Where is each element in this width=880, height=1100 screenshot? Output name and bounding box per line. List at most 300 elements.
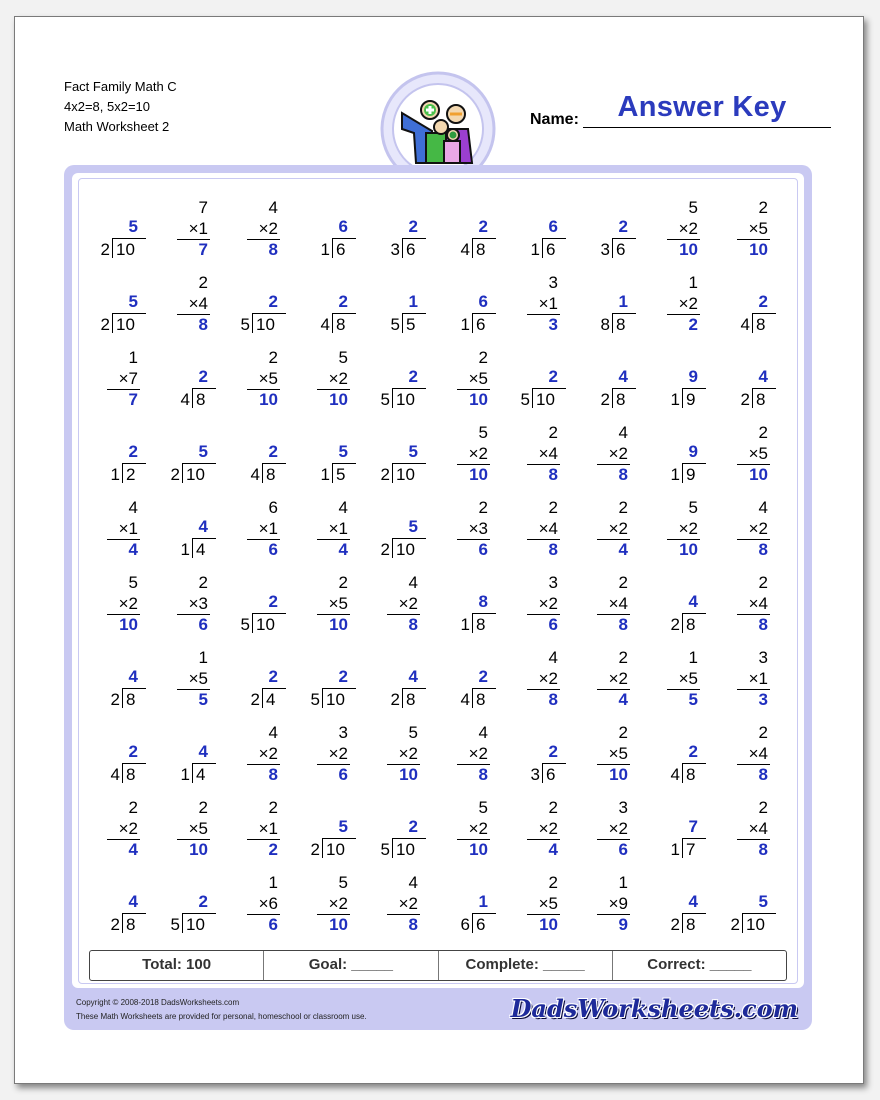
factor-top: 4 [408, 573, 418, 592]
dividend: 10 [746, 915, 765, 934]
factor-top: 2 [198, 798, 208, 817]
division-bracket [392, 539, 393, 558]
factor-top: 4 [338, 498, 348, 517]
division-problem [80, 723, 150, 785]
division-bar [402, 238, 426, 239]
dividend: 8 [196, 390, 206, 409]
division-bar [612, 388, 636, 389]
factor-top: 1 [268, 873, 278, 892]
division-bar [262, 463, 286, 464]
answer: 6 [198, 615, 208, 634]
division-bracket [752, 389, 753, 408]
division-bracket [532, 389, 533, 408]
divisor: 4 [320, 315, 330, 334]
factor-top: 3 [548, 573, 558, 592]
answer: 4 [198, 517, 208, 536]
divisor: 2 [670, 915, 680, 934]
division-problem [150, 423, 220, 485]
factor-top: 5 [338, 873, 348, 892]
answer: 7 [198, 240, 208, 259]
multiplication-problem [150, 798, 220, 860]
answer: 8 [198, 315, 208, 334]
answer: 5 [198, 442, 208, 461]
divisor: 3 [530, 765, 540, 784]
answer: 4 [688, 892, 698, 911]
answer: 2 [688, 315, 698, 334]
division-bar [332, 313, 356, 314]
answer: 10 [749, 240, 768, 259]
division-bar [252, 613, 286, 614]
multiplication-problem [290, 573, 360, 635]
dividend: 8 [616, 390, 626, 409]
factor-top: 5 [408, 723, 418, 742]
divisor: 2 [740, 390, 750, 409]
multiplication-problem [290, 873, 360, 935]
division-problem [360, 498, 430, 560]
dividend: 10 [326, 690, 345, 709]
factor-top: 2 [758, 798, 768, 817]
division-bracket [252, 314, 253, 333]
division-bar [192, 388, 216, 389]
division-bracket [682, 614, 683, 633]
factor-top: 1 [128, 348, 138, 367]
division-bar [112, 238, 146, 239]
answer: 4 [688, 592, 698, 611]
factor-top: 2 [198, 273, 208, 292]
dividend: 8 [686, 765, 696, 784]
answer: 2 [268, 667, 278, 686]
divisor: 2 [170, 465, 180, 484]
factor-bottom: ×1 [118, 519, 138, 538]
answer: 5 [758, 892, 768, 911]
multiplication-problem [80, 798, 150, 860]
division-bracket [472, 614, 473, 633]
answer: 2 [268, 840, 278, 859]
dividend: 8 [126, 765, 136, 784]
dividend: 8 [616, 315, 626, 334]
multiplication-problem [80, 348, 150, 410]
division-bracket [742, 914, 743, 933]
answer: 2 [548, 367, 558, 386]
answer: 4 [548, 840, 558, 859]
total-cell: Total: 100 [142, 956, 212, 973]
answer: 2 [408, 367, 418, 386]
multiplication-problem [150, 198, 220, 260]
answer: 9 [688, 442, 698, 461]
divisor: 1 [180, 540, 190, 559]
dividend: 7 [686, 840, 696, 859]
header-info [64, 77, 177, 137]
factor-bottom: ×2 [398, 744, 418, 763]
factor-top: 2 [548, 798, 558, 817]
division-bar [392, 538, 426, 539]
answer: 2 [478, 667, 488, 686]
dividend: 6 [336, 240, 346, 259]
divisor: 1 [530, 240, 540, 259]
answer: 8 [758, 765, 768, 784]
dividend: 4 [196, 765, 206, 784]
factor-bottom: ×2 [608, 444, 628, 463]
division-bracket [682, 389, 683, 408]
factor-top: 5 [478, 423, 488, 442]
division-problem [80, 273, 150, 335]
answer: 5 [338, 817, 348, 836]
factor-top: 4 [268, 723, 278, 742]
divisor: 1 [110, 465, 120, 484]
division-problem [360, 798, 430, 860]
worksheet-number: Math Worksheet 2 [64, 119, 170, 134]
division-bar [472, 688, 496, 689]
answer: 8 [618, 465, 628, 484]
dividend: 9 [686, 465, 696, 484]
dividend: 8 [686, 615, 696, 634]
answer: 4 [618, 540, 628, 559]
division-bar [122, 688, 146, 689]
dividend: 8 [126, 915, 136, 934]
division-problem [360, 423, 430, 485]
factor-bottom: ×2 [328, 894, 348, 913]
division-bracket [332, 464, 333, 483]
answer: 4 [128, 840, 138, 859]
division-bracket [392, 839, 393, 858]
divisor: 4 [670, 765, 680, 784]
division-problem [430, 273, 500, 335]
division-bar [682, 763, 706, 764]
factor-bottom: ×2 [748, 519, 768, 538]
factor-top: 2 [758, 723, 768, 742]
divisor: 8 [600, 315, 610, 334]
multiplication-problem [710, 198, 780, 260]
dividend: 8 [406, 690, 416, 709]
factor-top: 2 [618, 498, 628, 517]
division-problem [80, 873, 150, 935]
factor-bottom: ×2 [328, 744, 348, 763]
multiplication-problem [710, 798, 780, 860]
dividend: 6 [546, 765, 556, 784]
factor-top: 5 [338, 348, 348, 367]
divisor: 1 [460, 615, 470, 634]
multiplication-problem [290, 348, 360, 410]
division-bar [332, 463, 356, 464]
division-problem [430, 873, 500, 935]
dividend: 2 [126, 465, 136, 484]
division-bar [122, 763, 146, 764]
dividend: 6 [546, 240, 556, 259]
factor-top: 3 [758, 648, 768, 667]
division-bar [682, 613, 706, 614]
factor-bottom: ×2 [678, 519, 698, 538]
dividend: 10 [396, 540, 415, 559]
factor-bottom: ×2 [118, 819, 138, 838]
factor-bottom: ×5 [608, 744, 628, 763]
multiplication-problem [710, 723, 780, 785]
answer: 8 [758, 840, 768, 859]
division-problem [640, 723, 710, 785]
factor-top: 2 [338, 573, 348, 592]
answer: 8 [408, 915, 418, 934]
worksheet-subtitle: 4x2=8, 5x2=10 [64, 99, 151, 114]
division-bar [472, 313, 496, 314]
factor-bottom: ×9 [608, 894, 628, 913]
division-bracket [262, 464, 263, 483]
answer: 8 [478, 765, 488, 784]
footer [64, 992, 812, 1030]
answer: 10 [679, 540, 698, 559]
factor-bottom: ×1 [258, 519, 278, 538]
factor-top: 4 [128, 498, 138, 517]
division-bracket [322, 689, 323, 708]
factor-bottom: ×2 [468, 444, 488, 463]
division-bracket [402, 689, 403, 708]
answer: 4 [408, 667, 418, 686]
answer: 8 [758, 615, 768, 634]
worksheet-title: Fact Family Math C [64, 79, 177, 94]
divisor: 2 [110, 690, 120, 709]
answer: 2 [128, 742, 138, 761]
factor-top: 6 [268, 498, 278, 517]
dividend: 8 [476, 690, 486, 709]
answer: 10 [259, 390, 278, 409]
factor-bottom: ×2 [398, 594, 418, 613]
dividend: 6 [476, 915, 486, 934]
multiplication-problem [430, 423, 500, 485]
divisor: 4 [180, 390, 190, 409]
factor-bottom: ×2 [608, 669, 628, 688]
answer: 10 [469, 390, 488, 409]
multiplication-problem [220, 873, 290, 935]
multiplication-problem [430, 348, 500, 410]
multiplication-problem [500, 273, 570, 335]
usage-note: These Math Worksheets are provided for personal, homeschool or classroom use. [76, 1012, 367, 1021]
division-bracket [182, 464, 183, 483]
division-bar [392, 388, 426, 389]
factor-bottom: ×2 [258, 744, 278, 763]
multiplication-problem [640, 648, 710, 710]
answer: 6 [618, 840, 628, 859]
answer: 5 [128, 217, 138, 236]
dividend: 8 [476, 615, 486, 634]
division-problem [290, 648, 360, 710]
factor-top: 1 [688, 648, 698, 667]
multiplication-problem [150, 573, 220, 635]
factor-bottom: ×4 [538, 519, 558, 538]
answer: 2 [408, 217, 418, 236]
multiplication-problem [290, 498, 360, 560]
division-bracket [612, 389, 613, 408]
division-bracket [122, 914, 123, 933]
answer: 8 [268, 765, 278, 784]
factor-top: 3 [548, 273, 558, 292]
divisor: 2 [380, 540, 390, 559]
factor-bottom: ×1 [328, 519, 348, 538]
dividend: 5 [406, 315, 416, 334]
divisor: 2 [100, 240, 110, 259]
answer: 10 [469, 465, 488, 484]
answer: 2 [618, 217, 628, 236]
dividend: 8 [476, 240, 486, 259]
answer: 8 [548, 465, 558, 484]
dividend: 10 [186, 465, 205, 484]
division-problem [80, 198, 150, 260]
division-problem [710, 873, 780, 935]
factor-top: 7 [198, 198, 208, 217]
division-bar [322, 688, 356, 689]
multiplication-problem [640, 273, 710, 335]
answer: 6 [548, 217, 558, 236]
division-problem [430, 198, 500, 260]
division-bracket [252, 614, 253, 633]
answer: 6 [338, 217, 348, 236]
answer: 2 [338, 667, 348, 686]
answer: 1 [618, 292, 628, 311]
answer: 4 [198, 742, 208, 761]
divisor: 5 [380, 390, 390, 409]
answer: 10 [749, 465, 768, 484]
factor-bottom: ×2 [258, 219, 278, 238]
multiplication-problem [290, 723, 360, 785]
dividend: 8 [126, 690, 136, 709]
multiplication-problem [430, 723, 500, 785]
divisor: 5 [310, 690, 320, 709]
divisor: 2 [310, 840, 320, 859]
factor-bottom: ×5 [468, 369, 488, 388]
division-bracket [472, 314, 473, 333]
division-bar [542, 763, 566, 764]
answer: 2 [198, 892, 208, 911]
answer: 5 [408, 442, 418, 461]
factor-top: 4 [478, 723, 488, 742]
factor-bottom: ×4 [748, 819, 768, 838]
factor-top: 5 [688, 498, 698, 517]
factor-top: 5 [128, 573, 138, 592]
factor-bottom: ×4 [188, 294, 208, 313]
answer: 10 [189, 840, 208, 859]
divisor: 2 [670, 615, 680, 634]
division-bar [182, 913, 216, 914]
factor-top: 2 [478, 498, 488, 517]
factor-bottom: ×2 [398, 894, 418, 913]
factor-top: 4 [758, 498, 768, 517]
answer: 1 [478, 892, 488, 911]
multiplication-problem [150, 648, 220, 710]
division-bar [542, 238, 566, 239]
copyright-text: Copyright © 2008-2018 DadsWorksheets.com [76, 998, 240, 1007]
answer: 8 [478, 592, 488, 611]
division-bar [402, 688, 426, 689]
factor-bottom: ×5 [538, 894, 558, 913]
factor-top: 2 [198, 573, 208, 592]
multiplication-problem [80, 573, 150, 635]
multiplication-problem [640, 198, 710, 260]
division-problem [500, 348, 570, 410]
factor-top: 4 [618, 423, 628, 442]
division-problem [220, 273, 290, 335]
answer: 2 [548, 742, 558, 761]
division-bar [472, 913, 496, 914]
answer: 6 [478, 540, 488, 559]
factor-bottom: ×5 [258, 369, 278, 388]
dividend: 4 [266, 690, 276, 709]
answer: 4 [618, 690, 628, 709]
factor-bottom: ×4 [538, 444, 558, 463]
division-bracket [472, 914, 473, 933]
multiplication-problem [570, 798, 640, 860]
division-bar [682, 463, 706, 464]
division-bracket [332, 239, 333, 258]
correct-cell: Correct: _____ [612, 951, 786, 980]
division-bracket [682, 914, 683, 933]
divisor: 1 [670, 390, 680, 409]
multiplication-problem [150, 273, 220, 335]
dividend: 6 [406, 240, 416, 259]
multiplication-problem [500, 798, 570, 860]
factor-bottom: ×4 [748, 594, 768, 613]
division-problem [360, 273, 430, 335]
factor-bottom: ×5 [188, 819, 208, 838]
dividend: 5 [336, 465, 346, 484]
factor-bottom: ×2 [118, 594, 138, 613]
factor-bottom: ×2 [608, 519, 628, 538]
division-problem [430, 648, 500, 710]
division-bracket [182, 914, 183, 933]
division-bracket [322, 839, 323, 858]
multiplication-problem [360, 573, 430, 635]
multiplication-problem [570, 873, 640, 935]
complete-cell: Complete: _____ [438, 951, 612, 980]
divisor: 3 [600, 240, 610, 259]
divisor: 2 [380, 465, 390, 484]
division-bracket [262, 689, 263, 708]
answer: 3 [548, 315, 558, 334]
division-problem [220, 648, 290, 710]
division-bar [682, 913, 706, 914]
factor-top: 2 [268, 798, 278, 817]
division-bracket [192, 764, 193, 783]
answer: 9 [688, 367, 698, 386]
dividend: 10 [256, 315, 275, 334]
factor-bottom: ×5 [678, 669, 698, 688]
name-line [583, 127, 831, 128]
divisor: 1 [180, 765, 190, 784]
division-problem [360, 648, 430, 710]
answer: 10 [329, 390, 348, 409]
division-bracket [682, 839, 683, 858]
multiplication-problem [500, 498, 570, 560]
answer: 9 [618, 915, 628, 934]
multiplication-problem [220, 498, 290, 560]
division-bar [322, 838, 356, 839]
multiplication-problem [710, 573, 780, 635]
divisor: 1 [460, 315, 470, 334]
factor-top: 4 [408, 873, 418, 892]
division-problem [710, 348, 780, 410]
division-problem [640, 873, 710, 935]
dividend: 10 [396, 390, 415, 409]
score-box [89, 950, 787, 981]
division-bar [392, 463, 426, 464]
division-bar [112, 313, 146, 314]
divisor: 3 [390, 240, 400, 259]
answer: 8 [408, 615, 418, 634]
division-problem [570, 198, 640, 260]
division-bracket [392, 389, 393, 408]
answer: 2 [268, 442, 278, 461]
answer: 6 [478, 292, 488, 311]
division-bar [532, 388, 566, 389]
factor-bottom: ×5 [748, 444, 768, 463]
divisor: 4 [250, 465, 260, 484]
multiplication-problem [220, 198, 290, 260]
